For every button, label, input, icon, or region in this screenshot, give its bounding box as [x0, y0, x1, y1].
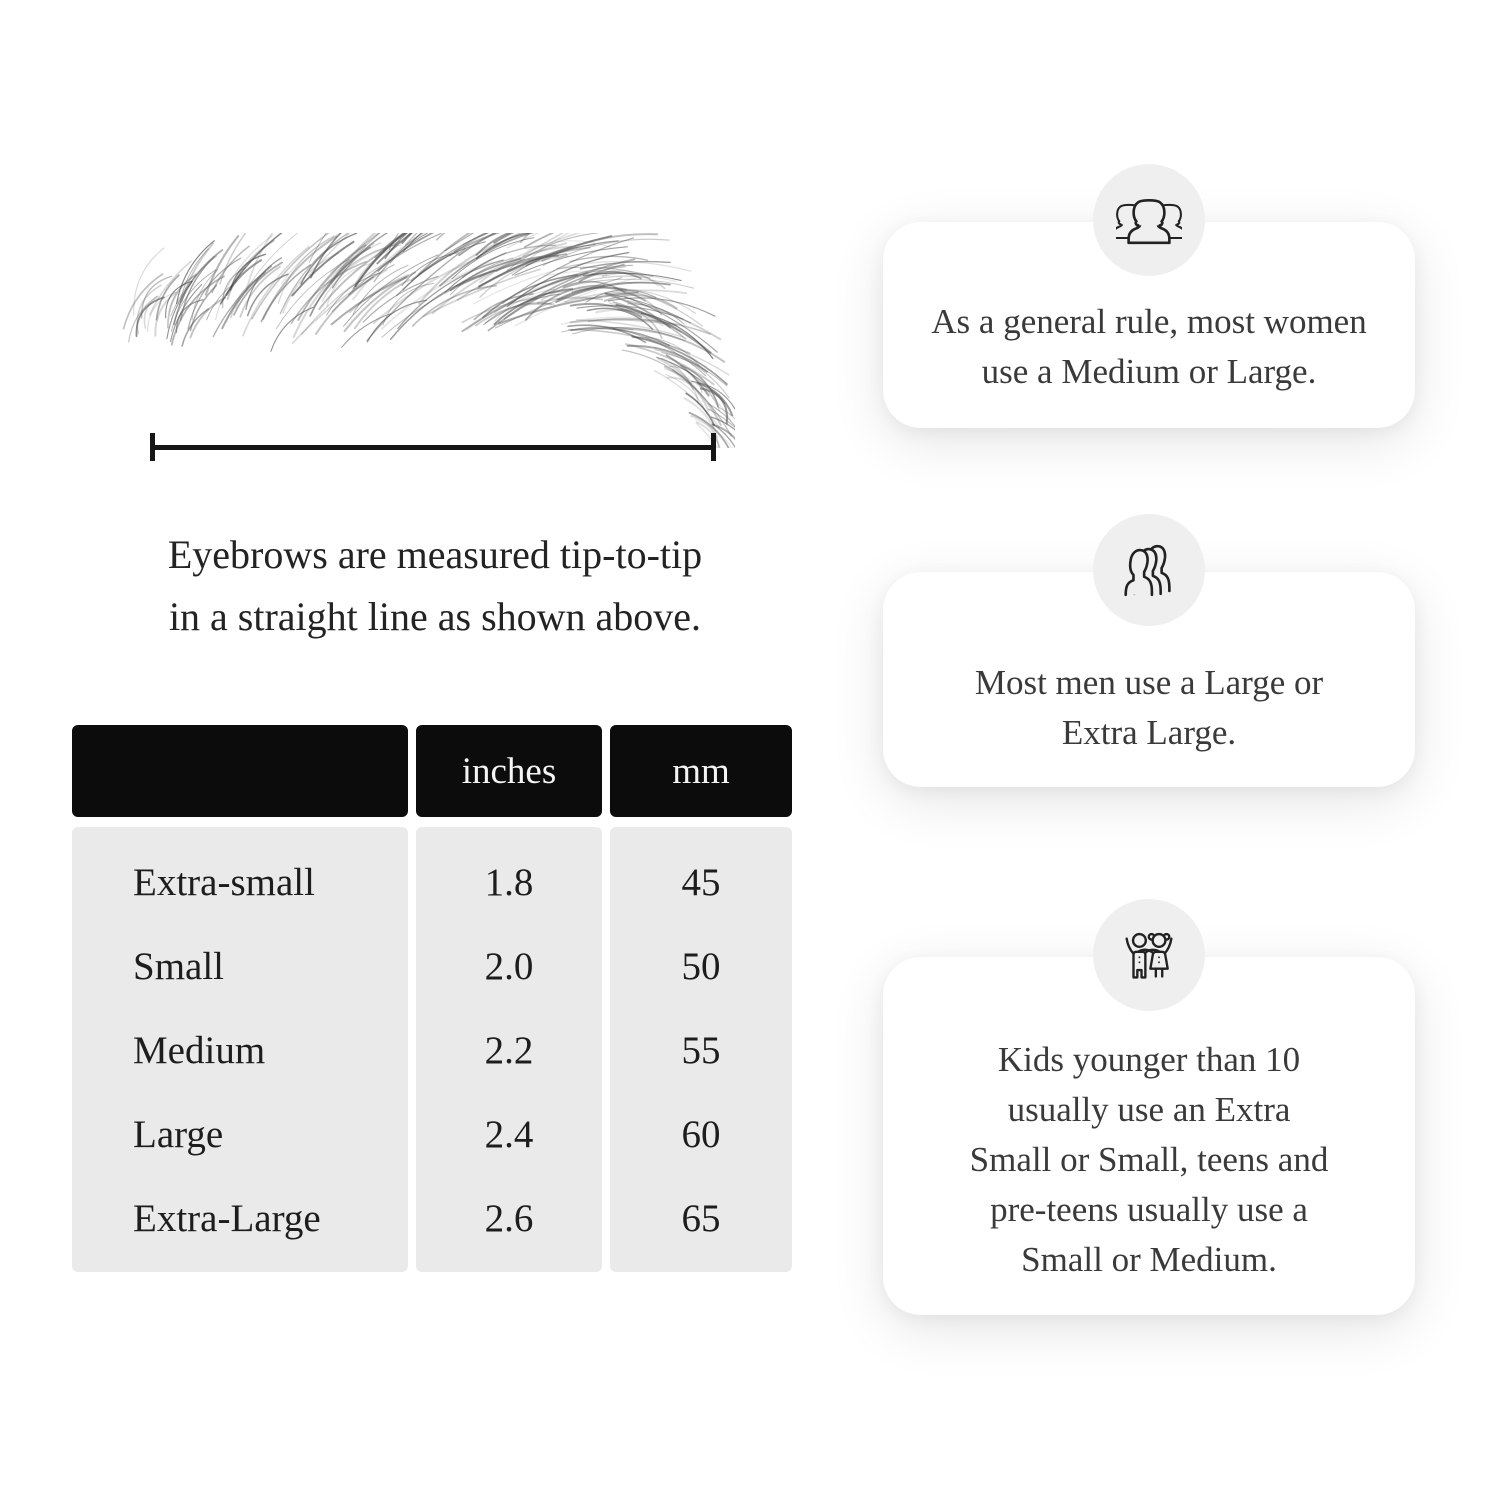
mm-cell: 45 — [681, 860, 721, 904]
mm-column — [610, 827, 792, 1272]
header-cell-inches: inches — [416, 725, 602, 817]
card-text-line: Small or Medium. — [1021, 1240, 1277, 1279]
men-group-icon — [1116, 544, 1182, 597]
mm-cell: 65 — [681, 1196, 721, 1240]
card-text-line: As a general rule, most women — [931, 302, 1367, 341]
caption-line-1: Eyebrows are measured tip-to-tip — [167, 532, 703, 577]
size-table-body — [72, 827, 792, 1272]
women-card-icon-badge — [1093, 164, 1205, 276]
card-text-line: use a Medium or Large. — [981, 352, 1317, 391]
card-text-line: Most men use a Large or — [974, 663, 1324, 702]
mm-cell: 55 — [681, 1028, 721, 1072]
women-group-icon — [1116, 194, 1182, 247]
header-cell-size — [72, 725, 408, 817]
mm-cell: 60 — [681, 1112, 721, 1156]
inches-cell: 2.6 — [484, 1196, 534, 1240]
card-text-line: usually use an Extra — [1007, 1090, 1291, 1129]
inches-cell: 1.8 — [484, 860, 534, 904]
size-cell: Extra-Large — [133, 1196, 321, 1240]
kids-icon — [1118, 928, 1180, 983]
card-text-line: Small or Small, teens and — [969, 1140, 1329, 1179]
header-cell-mm: mm — [610, 725, 792, 817]
size-cell: Extra-small — [133, 860, 315, 904]
size-cell: Large — [133, 1112, 224, 1156]
card-text-line: Kids younger than 10 — [997, 1040, 1301, 1079]
caption-line-2: in a straight line as shown above. — [168, 594, 702, 639]
inches-cell: 2.2 — [484, 1028, 534, 1072]
size-table-header — [72, 725, 792, 817]
mm-cell: 50 — [681, 944, 721, 988]
measurement-bar — [150, 445, 716, 450]
inches-cell: 2.0 — [484, 944, 534, 988]
size-cell: Medium — [133, 1028, 266, 1072]
measurement-tick-right — [711, 433, 716, 461]
card-text-line: pre-teens usually use a — [990, 1190, 1308, 1229]
size-column — [72, 827, 408, 1272]
measurement-line — [150, 433, 716, 461]
measurement-caption — [55, 524, 815, 648]
eyebrow-sketch-illustration — [105, 233, 735, 448]
size-cell: Small — [133, 944, 225, 988]
kids-card-icon-badge — [1093, 899, 1205, 1011]
inches-cell: 2.4 — [484, 1112, 534, 1156]
card-text-line: Extra Large. — [1061, 713, 1237, 752]
inches-column — [416, 827, 602, 1272]
men-card-icon-badge — [1093, 514, 1205, 626]
size-table — [72, 725, 792, 1272]
